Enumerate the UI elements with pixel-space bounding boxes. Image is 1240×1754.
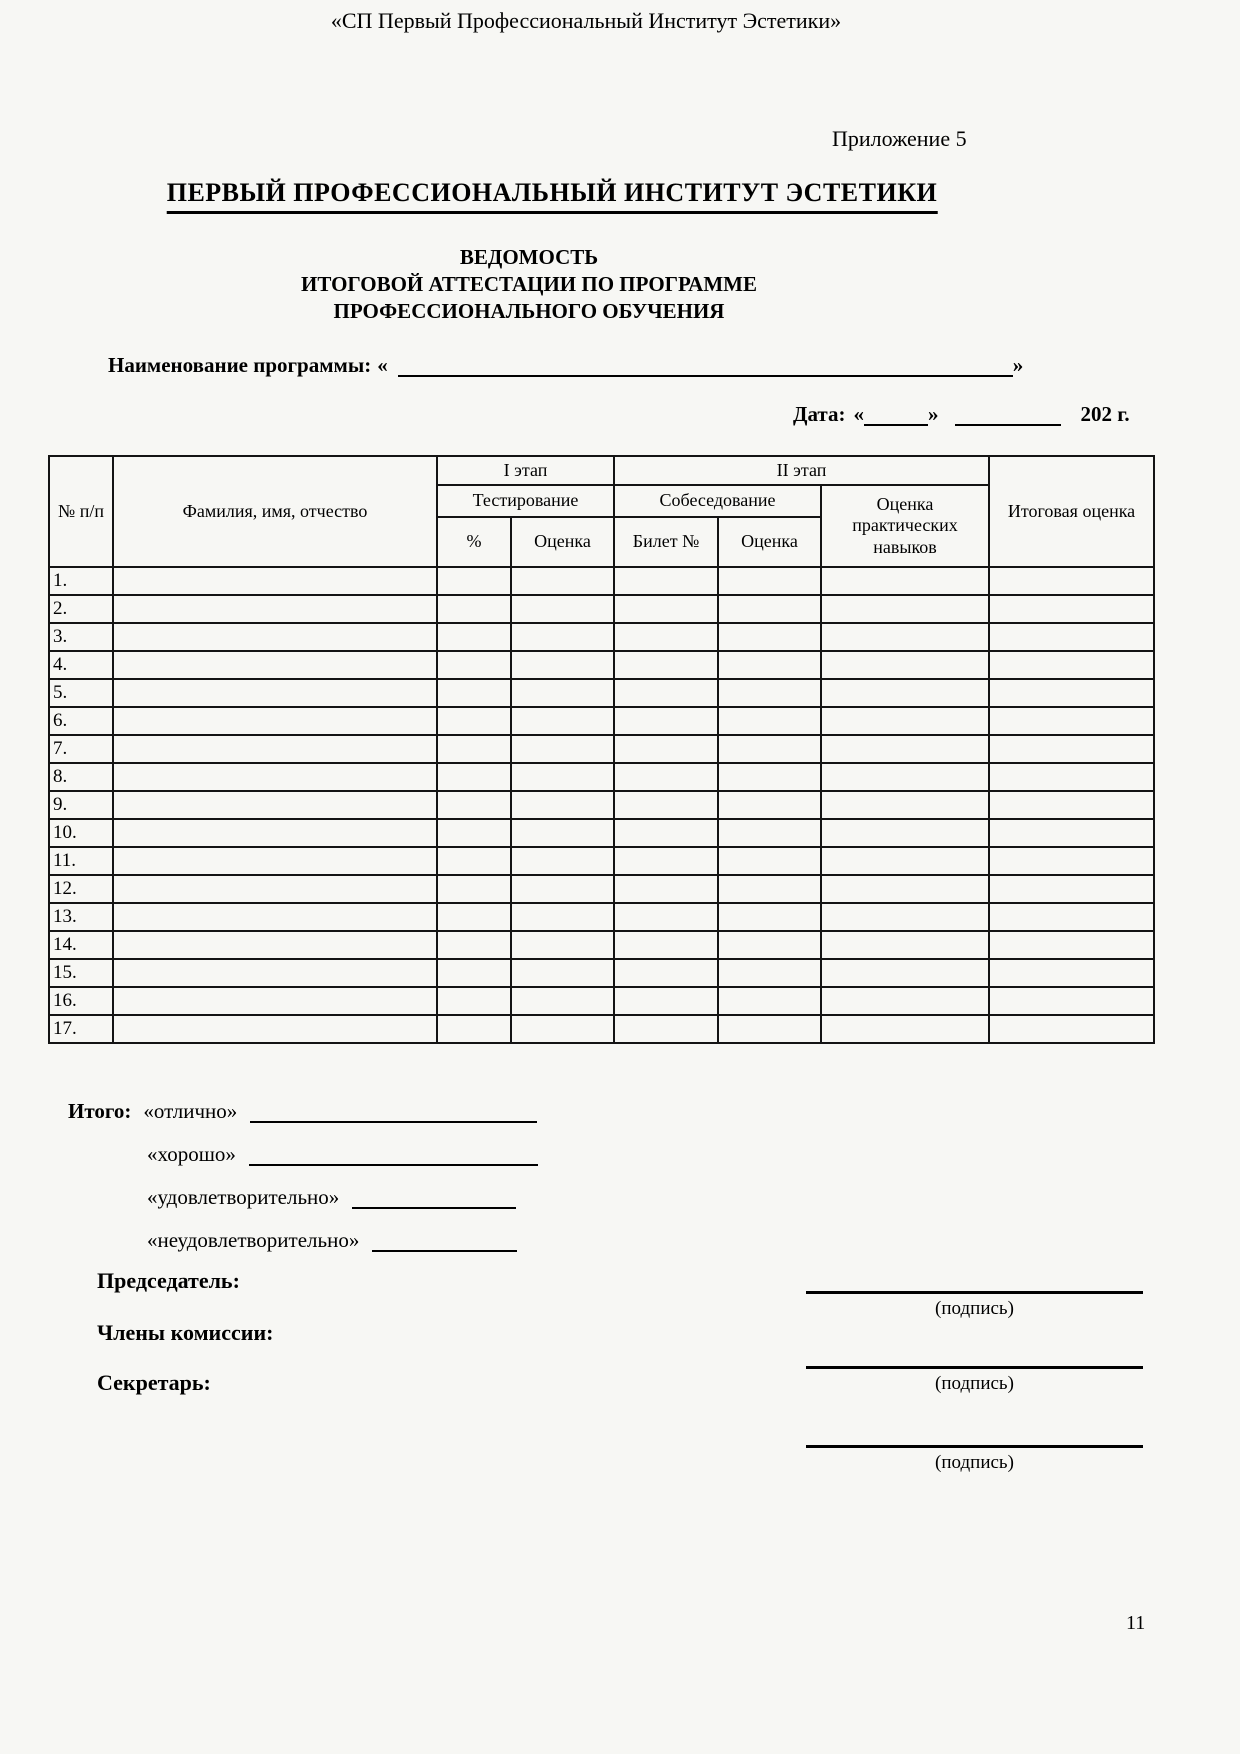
practical-grade-cell [821,959,989,987]
ticket-cell [614,763,718,791]
name-cell [113,623,437,651]
practical-grade-cell [821,903,989,931]
ticket-cell [614,931,718,959]
name-cell [113,959,437,987]
percent-cell [437,679,511,707]
date-month-blank [955,410,1061,426]
table-row [49,987,1154,1015]
row-number-cell: 8. [49,763,113,791]
ticket-cell [614,595,718,623]
totals-row-satisfactory [68,1183,538,1211]
totals-row-unsatisfactory [68,1226,538,1254]
final-grade-cell [989,1015,1154,1043]
signature-caption: (подпись) [935,1373,1014,1394]
table-row [49,931,1154,959]
ticket-cell [614,847,718,875]
row-number-cell: 3. [49,623,113,651]
document-title [167,178,938,214]
name-cell [113,987,437,1015]
practical-grade-cell [821,763,989,791]
final-grade-cell [989,819,1154,847]
date-line [793,402,1130,427]
table-row [49,959,1154,987]
testing-grade-cell [511,567,614,595]
page-number: 11 [1126,1612,1146,1634]
final-grade-cell [989,595,1154,623]
org-header: «СП Первый Профессиональный Институт Эстетики» [330,8,842,33]
percent-cell [437,959,511,987]
members-signature-line [806,1366,1143,1395]
final-grade-cell [989,567,1154,595]
name-cell [113,931,437,959]
interview-grade-cell [718,707,821,735]
name-cell [113,651,437,679]
final-grade-cell [989,707,1154,735]
open-quote: « [853,402,864,426]
row-number-cell: 7. [49,735,113,763]
practical-grade-cell [821,819,989,847]
testing-grade-cell [511,987,614,1015]
name-cell [113,819,437,847]
practical-grade-cell [821,1015,989,1043]
ticket-cell [614,819,718,847]
interview-grade-cell [718,791,821,819]
grade-unsatisfactory-blank [372,1236,517,1252]
chairman-label: Председатель: [97,1268,240,1293]
table-row [49,875,1154,903]
ticket-cell [614,875,718,903]
practical-grade-cell [821,679,989,707]
program-name-line [108,353,1023,378]
testing-grade-cell [511,595,614,623]
final-grade-cell [989,735,1154,763]
table-row [49,567,1154,595]
secretary-label: Секретарь: [97,1370,211,1395]
interview-grade-cell [718,679,821,707]
testing-grade-cell [511,875,614,903]
testing-grade-cell [511,819,614,847]
table-row [49,791,1154,819]
col-header-practical-skills: Оценка практических навыков [821,485,989,567]
final-grade-cell [989,623,1154,651]
grade-satisfactory-blank [352,1193,516,1209]
percent-cell [437,735,511,763]
final-grade-cell [989,679,1154,707]
row-number-cell: 15. [49,959,113,987]
practical-grade-cell [821,875,989,903]
grade-satisfactory-label: «удовлетворительно» [147,1185,340,1209]
col-header-interview: Собеседование [614,485,821,517]
percent-cell [437,847,511,875]
interview-grade-cell [718,651,821,679]
table-row [49,595,1154,623]
final-grade-cell [989,763,1154,791]
final-grade-cell [989,791,1154,819]
percent-cell [437,595,511,623]
practical-grade-cell [821,735,989,763]
practical-grade-cell [821,567,989,595]
date-label: Дата: [793,402,846,426]
col-header-ticket-number: Билет № [614,517,718,567]
practical-grade-cell [821,595,989,623]
row-number-cell: 10. [49,819,113,847]
document-title-text: ПЕРВЫЙ ПРОФЕССИОНАЛЬНЫЙ ИНСТИТУТ ЭСТЕТИКИ [167,178,938,214]
subtitle-line-3: ПРОФЕССИОНАЛЬНОГО ОБУЧЕНИЯ [333,299,725,323]
ticket-cell [614,567,718,595]
program-name-blank [398,361,1013,377]
testing-grade-cell [511,959,614,987]
signature-caption: (подпись) [935,1298,1014,1319]
interview-grade-cell [718,819,821,847]
grade-excellent-blank [250,1107,537,1123]
table-row [49,735,1154,763]
signature-caption: (подпись) [935,1452,1014,1473]
final-grade-cell [989,987,1154,1015]
ticket-cell [614,623,718,651]
header-row-1 [49,456,1154,485]
annex-label: Приложение 5 [832,126,967,151]
col-header-percent: % [437,517,511,567]
row-number-cell: 13. [49,903,113,931]
practical-grade-cell [821,707,989,735]
ticket-cell [614,959,718,987]
percent-cell [437,819,511,847]
name-cell [113,903,437,931]
interview-grade-cell [718,763,821,791]
close-quote: » [927,402,939,426]
percent-cell [437,875,511,903]
grade-good-label: «хорошо» [147,1142,236,1166]
table-row [49,903,1154,931]
interview-grade-cell [718,1015,821,1043]
col-header-interview-grade: Оценка [718,517,821,567]
testing-grade-cell [511,1015,614,1043]
ticket-cell [614,651,718,679]
attestation-table-body [49,567,1154,1043]
totals-row-good [68,1140,538,1168]
name-cell [113,679,437,707]
col-header-final-grade: Итоговая оценка [989,456,1154,567]
interview-grade-cell [718,595,821,623]
interview-grade-cell [718,875,821,903]
testing-grade-cell [511,763,614,791]
interview-grade-cell [718,931,821,959]
table-row [49,623,1154,651]
practical-grade-cell [821,931,989,959]
final-grade-cell [989,847,1154,875]
name-cell [113,595,437,623]
row-number-cell: 17. [49,1015,113,1043]
open-quote: « [377,353,388,377]
col-header-stage2: II этап [614,456,989,485]
ticket-cell [614,987,718,1015]
row-number-cell: 9. [49,791,113,819]
final-grade-cell [989,959,1154,987]
testing-grade-cell [511,847,614,875]
testing-grade-cell [511,651,614,679]
interview-grade-cell [718,623,821,651]
table-row [49,763,1154,791]
percent-cell [437,567,511,595]
final-grade-cell [989,875,1154,903]
ticket-cell [614,679,718,707]
final-grade-cell [989,903,1154,931]
ticket-cell [614,903,718,931]
percent-cell [437,1015,511,1043]
totals-section [68,1097,538,1269]
close-quote: » [1012,353,1024,377]
row-number-cell: 14. [49,931,113,959]
document-subtitle [301,244,757,325]
percent-cell [437,931,511,959]
percent-cell [437,763,511,791]
date-year-label: 202 г. [1080,402,1130,426]
commission-members-label: Члены комиссии: [97,1320,274,1345]
col-header-num: № п/п [49,456,113,567]
interview-grade-cell [718,903,821,931]
row-number-cell: 6. [49,707,113,735]
percent-cell [437,651,511,679]
row-number-cell: 4. [49,651,113,679]
name-cell [113,875,437,903]
name-cell [113,1015,437,1043]
col-header-stage1: I этап [437,456,614,485]
subtitle-line-2: ИТОГОВОЙ АТТЕСТАЦИИ ПО ПРОГРАММЕ [301,272,757,296]
chairman-signature-line [806,1291,1143,1320]
interview-grade-cell [718,847,821,875]
interview-grade-cell [718,987,821,1015]
final-grade-cell [989,651,1154,679]
table-row [49,679,1154,707]
row-number-cell: 12. [49,875,113,903]
testing-grade-cell [511,931,614,959]
col-header-testing-grade: Оценка [511,517,614,567]
practical-grade-cell [821,791,989,819]
interview-grade-cell [718,735,821,763]
ticket-cell [614,791,718,819]
percent-cell [437,903,511,931]
grade-good-blank [249,1150,538,1166]
secretary-signature-line [806,1445,1143,1474]
col-header-testing: Тестирование [437,485,614,517]
name-cell [113,791,437,819]
testing-grade-cell [511,623,614,651]
practical-grade-cell [821,651,989,679]
program-name-label: Наименование программы: [108,353,372,377]
percent-cell [437,791,511,819]
testing-grade-cell [511,707,614,735]
grade-excellent-label: «отлично» [143,1099,238,1123]
percent-cell [437,987,511,1015]
percent-cell [437,623,511,651]
practical-grade-cell [821,623,989,651]
ticket-cell [614,1015,718,1043]
interview-grade-cell [718,567,821,595]
totals-row-excellent [68,1097,538,1125]
name-cell [113,567,437,595]
interview-grade-cell [718,959,821,987]
totals-label: Итого: [68,1099,132,1123]
testing-grade-cell [511,735,614,763]
attestation-table-header [49,456,1154,567]
col-header-name: Фамилия, имя, отчество [113,456,437,567]
table-row [49,847,1154,875]
grade-unsatisfactory-label: «неудовлетворительно» [147,1228,360,1252]
name-cell [113,707,437,735]
table-row [49,819,1154,847]
name-cell [113,847,437,875]
ticket-cell [614,735,718,763]
ticket-cell [614,707,718,735]
row-number-cell: 1. [49,567,113,595]
row-number-cell: 16. [49,987,113,1015]
table-row [49,707,1154,735]
final-grade-cell [989,931,1154,959]
date-day-blank [864,410,928,426]
row-number-cell: 11. [49,847,113,875]
attestation-table [48,455,1155,1044]
practical-grade-cell [821,987,989,1015]
name-cell [113,763,437,791]
practical-grade-cell [821,847,989,875]
table-row [49,1015,1154,1043]
percent-cell [437,707,511,735]
testing-grade-cell [511,791,614,819]
row-number-cell: 5. [49,679,113,707]
testing-grade-cell [511,903,614,931]
testing-grade-cell [511,679,614,707]
name-cell [113,735,437,763]
table-row [49,651,1154,679]
row-number-cell: 2. [49,595,113,623]
subtitle-line-1: ВЕДОМОСТЬ [459,245,599,269]
